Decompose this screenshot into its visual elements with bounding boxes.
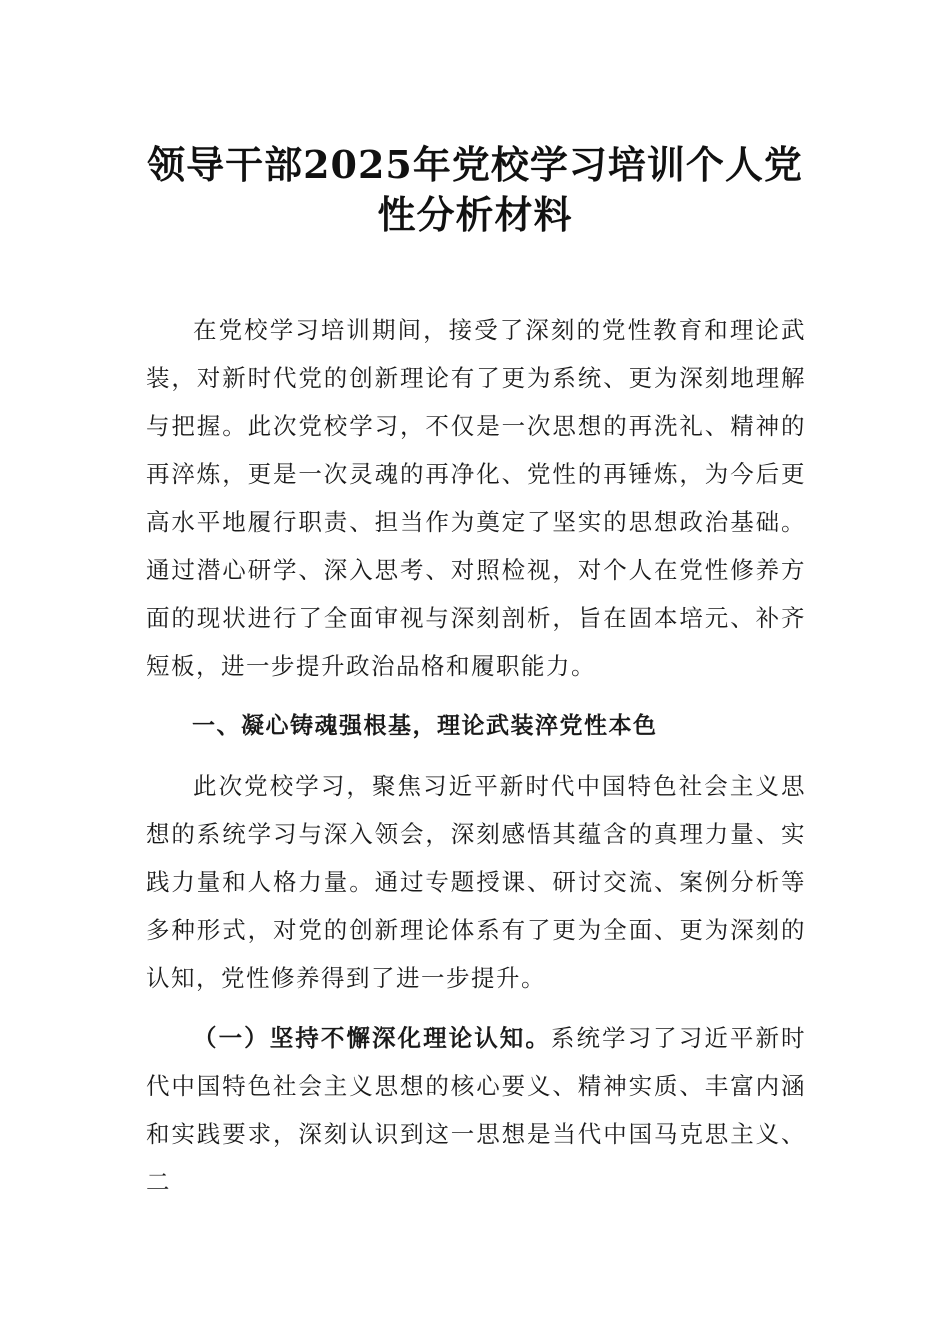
subsection-1-paragraph — [146, 1014, 806, 1206]
subsection-1-lead: （一）坚持不懈深化理论认知。 — [193, 1024, 551, 1052]
section-1-paragraph: 此次党校学习，聚焦习近平新时代中国特色社会主义思想的系统学习与深入领会，深刻感悟其蕴含的真理力量、实践力量和人格力量。通过专题授课、研讨交流、案例分析等多种形式，对党的创新理论体系有了更为全面、更为深刻的认知，党性修养得到了进一步提升。 — [146, 772, 806, 992]
document-body — [146, 306, 806, 1206]
intro-paragraph: 在党校学习培训期间，接受了深刻的党性教育和理论武装，对新时代党的创新理论有了更为系统、更为深刻地理解与把握。此次党校学习，不仅是一次思想的再洗礼、精神的再淬炼，更是一次灵魂的再净化、党性的再锤炼，为今后更高水平地履行职责、担当作为奠定了坚实的思想政治基础。通过潜心研学、深入思考、对照检视，对个人在党性修养方面的现状进行了全面审视与深刻剖析，旨在固本培元、补齐短板，进一步提升政治品格和履职能力。 — [146, 316, 806, 680]
document-title: 领导干部2025年党校学习培训个人党性分析材料 — [147, 142, 803, 237]
subsection-1-body: 系统学习了习近平新时代中国特色社会主义思想的核心要义、精神实质、丰富内涵和实践要求，深刻认识到这一思想是当代中国马克思主义、二 — [146, 1024, 807, 1196]
section-heading-1: 一、凝心铸魂强根基，理论武装淬党性本色 — [192, 713, 658, 739]
